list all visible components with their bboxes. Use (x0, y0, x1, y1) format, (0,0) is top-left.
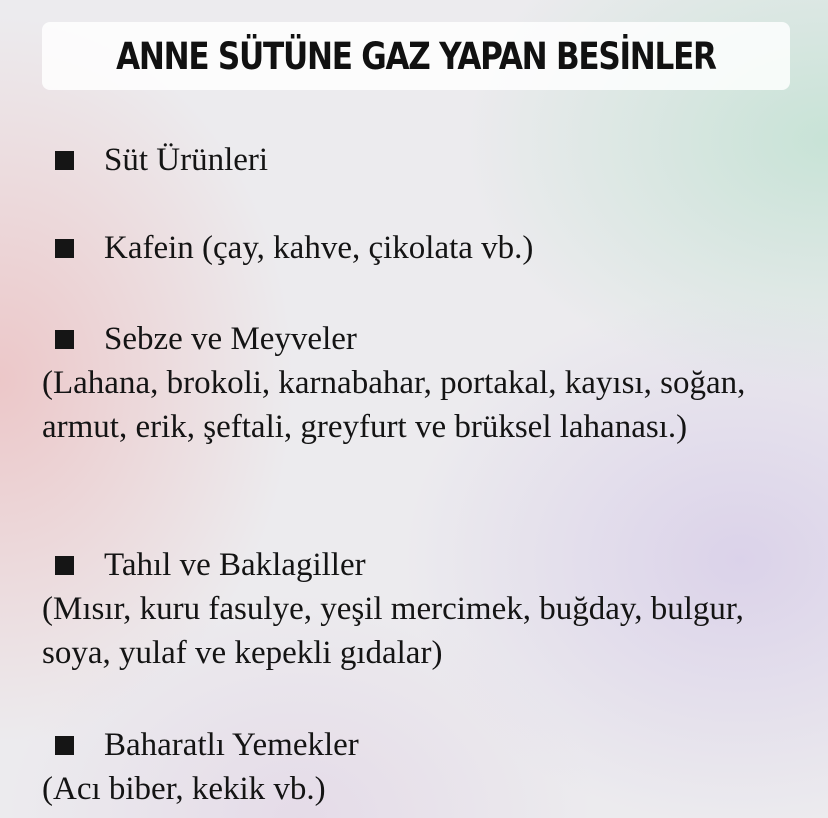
item-label: Süt Ürünleri (104, 142, 269, 178)
item-label: Tahıl ve Baklagiller (104, 547, 366, 583)
square-bullet-icon (55, 556, 74, 575)
item-detail: (Lahana, brokoli, karnabahar, portakal, kayısı, soğan, armut, erik, şeftali, greyfurt ve brüksel lahanası.) (42, 365, 746, 445)
square-bullet-icon (55, 239, 74, 258)
list-item-caffeine (42, 226, 802, 270)
list-item-vegetables-fruits (42, 317, 802, 449)
title-banner (42, 22, 790, 90)
item-label: Baharatlı Yemekler (104, 727, 359, 763)
list-item-dairy (42, 138, 802, 182)
item-label: Kafein (çay, kahve, çikolata vb.) (104, 230, 534, 266)
item-detail: (Mısır, kuru fasulye, yeşil mercimek, buğday, bulgur, soya, yulaf ve kepekli gıdalar) (42, 591, 744, 671)
item-detail: (Acı biber, kekik vb.) (42, 771, 326, 807)
list-item-grains-legumes (42, 543, 802, 675)
item-label: Sebze ve Meyveler (104, 321, 357, 357)
square-bullet-icon (55, 736, 74, 755)
square-bullet-icon (55, 151, 74, 170)
list-item-spicy-foods (42, 723, 802, 811)
page-title: ANNE SÜTÜNE GAZ YAPAN BESİNLER (116, 34, 716, 78)
square-bullet-icon (55, 330, 74, 349)
